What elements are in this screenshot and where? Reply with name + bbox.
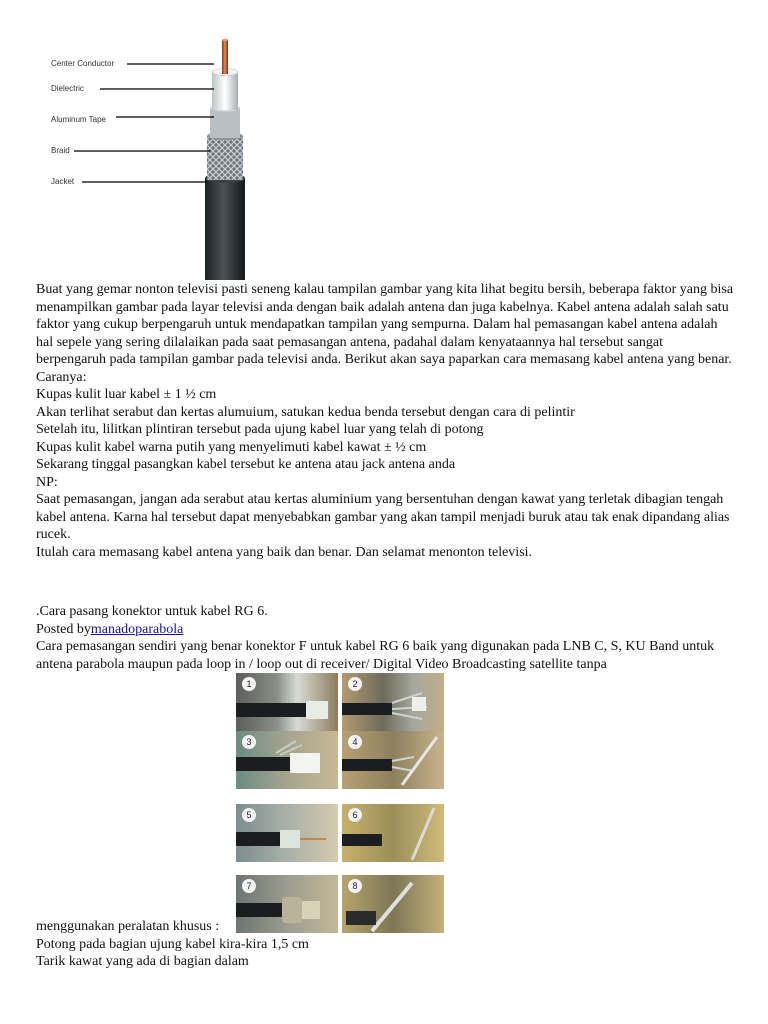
step-number: 7: [242, 879, 256, 893]
step-number: 3: [242, 735, 256, 749]
instruction-line: Kupas kulit luar kabel ± 1 ½ cm: [36, 387, 217, 402]
posted-by: [36, 621, 736, 639]
article-rg6-connector: [36, 603, 736, 673]
posted-by-prefix: Posted by: [36, 621, 91, 637]
connector-steps-photo-grid: [236, 673, 444, 933]
intro-paragraph: Cara pemasangan sendiri yang benar konektor F untuk kabel RG 6 baik yang digunakan pada LNB C, S, KU Band untuk antena parabola maupun pada loop in / loop out di receiver/ Digital Video Broadcasting satellite tanpa: [36, 639, 715, 672]
step-photo: [236, 804, 338, 862]
conductor-tip: [222, 39, 228, 41]
coax-cable-diagram: [36, 28, 286, 280]
instruction-line: Caranya:: [36, 369, 87, 385]
step-line: Tarik kawat yang ada di bagian dalam: [36, 954, 249, 969]
step-number: 2: [348, 677, 362, 691]
step-photo: [342, 673, 444, 731]
instruction-line: Kupas kulit kabel warna putih yang menyelimuti kabel kawat ± ½ cm: [36, 439, 427, 455]
after-image-line: menggunakan peralatan khusus :: [36, 919, 220, 934]
step-number: 8: [348, 879, 362, 893]
note-paragraph: Saat pemasangan, jangan ada serabut atau kertas aluminium yang bersentuhan dengan kawat yang terletak dibagian tengah kabel antena. Karna hal tersebut dapat menyebabkan gambar yang akan tampil menjadi buruk atau tak enak dipandang alias rucek.: [36, 492, 730, 542]
instruction-line: NP:: [36, 474, 58, 490]
step-photo: [342, 804, 444, 862]
braid-layer: [207, 136, 243, 180]
step-number: 5: [242, 808, 256, 822]
step-number: 6: [348, 808, 362, 822]
closing-line: Itulah cara memasang kabel antena yang baik dan benar. Dan selamat menonton televisi.: [36, 544, 533, 560]
step-photo: [236, 673, 338, 731]
article-title: .Cara pasang konektor untuk kabel RG 6.: [36, 604, 268, 619]
step-line: Potong pada bagian ujung kabel kira-kira 1,5 cm: [36, 936, 309, 952]
article-antenna-cable: [36, 281, 736, 561]
label-dielectric: Dielectric: [51, 84, 84, 93]
article-rg6-steps: [36, 918, 736, 971]
center-conductor: [222, 40, 228, 74]
aluminum-tape-layer: [210, 108, 240, 138]
label-aluminum-tape: Aluminum Tape: [51, 115, 106, 124]
instruction-line: Setelah itu, lilitkan plintiran tersebut pada ujung kabel luar yang telah di potong: [36, 422, 484, 437]
dielectric-layer: [212, 72, 238, 110]
step-photo: [342, 731, 444, 789]
step-photo: [236, 731, 338, 789]
intro-paragraph: Buat yang gemar nonton televisi pasti seneng kalau tampilan gambar yang kita lihat begitu bersih, beberapa faktor yang bisa menampilkan gambar pada layar televisi anda dengan baik adalah antena dan juga kabelnya. Kabel antena adalah salah satu faktor yang cukup berpengaruh untuk mendapatkan tampilan yang sempurna. Dalam hal pemasangan kabel antena adalah hal sepele yang sering dilalaikan pada saat pemasangan antena, padahal dalam kenyataannya hal tersebut sangat berpengaruh pada tampilan gambar pada televisi anda. Berikut akan saya paparkan cara memasang kabel antena yang benar.: [36, 282, 734, 367]
step-number: 4: [348, 735, 362, 749]
label-center-conductor: Center Conductor: [51, 59, 115, 68]
instruction-line: Akan terlihat serabut dan kertas alumuium, satukan kedua benda tersebut dengan cara di pelintir: [36, 404, 575, 420]
instruction-line: Sekarang tinggal pasangkan kabel tersebut ke antena atau jack antena anda: [36, 457, 456, 472]
step-number: 1: [242, 677, 256, 691]
jacket-layer: [205, 178, 245, 280]
label-jacket: Jacket: [51, 177, 75, 186]
author-link[interactable]: manadoparabola: [90, 621, 184, 637]
label-braid: Braid: [51, 146, 70, 155]
